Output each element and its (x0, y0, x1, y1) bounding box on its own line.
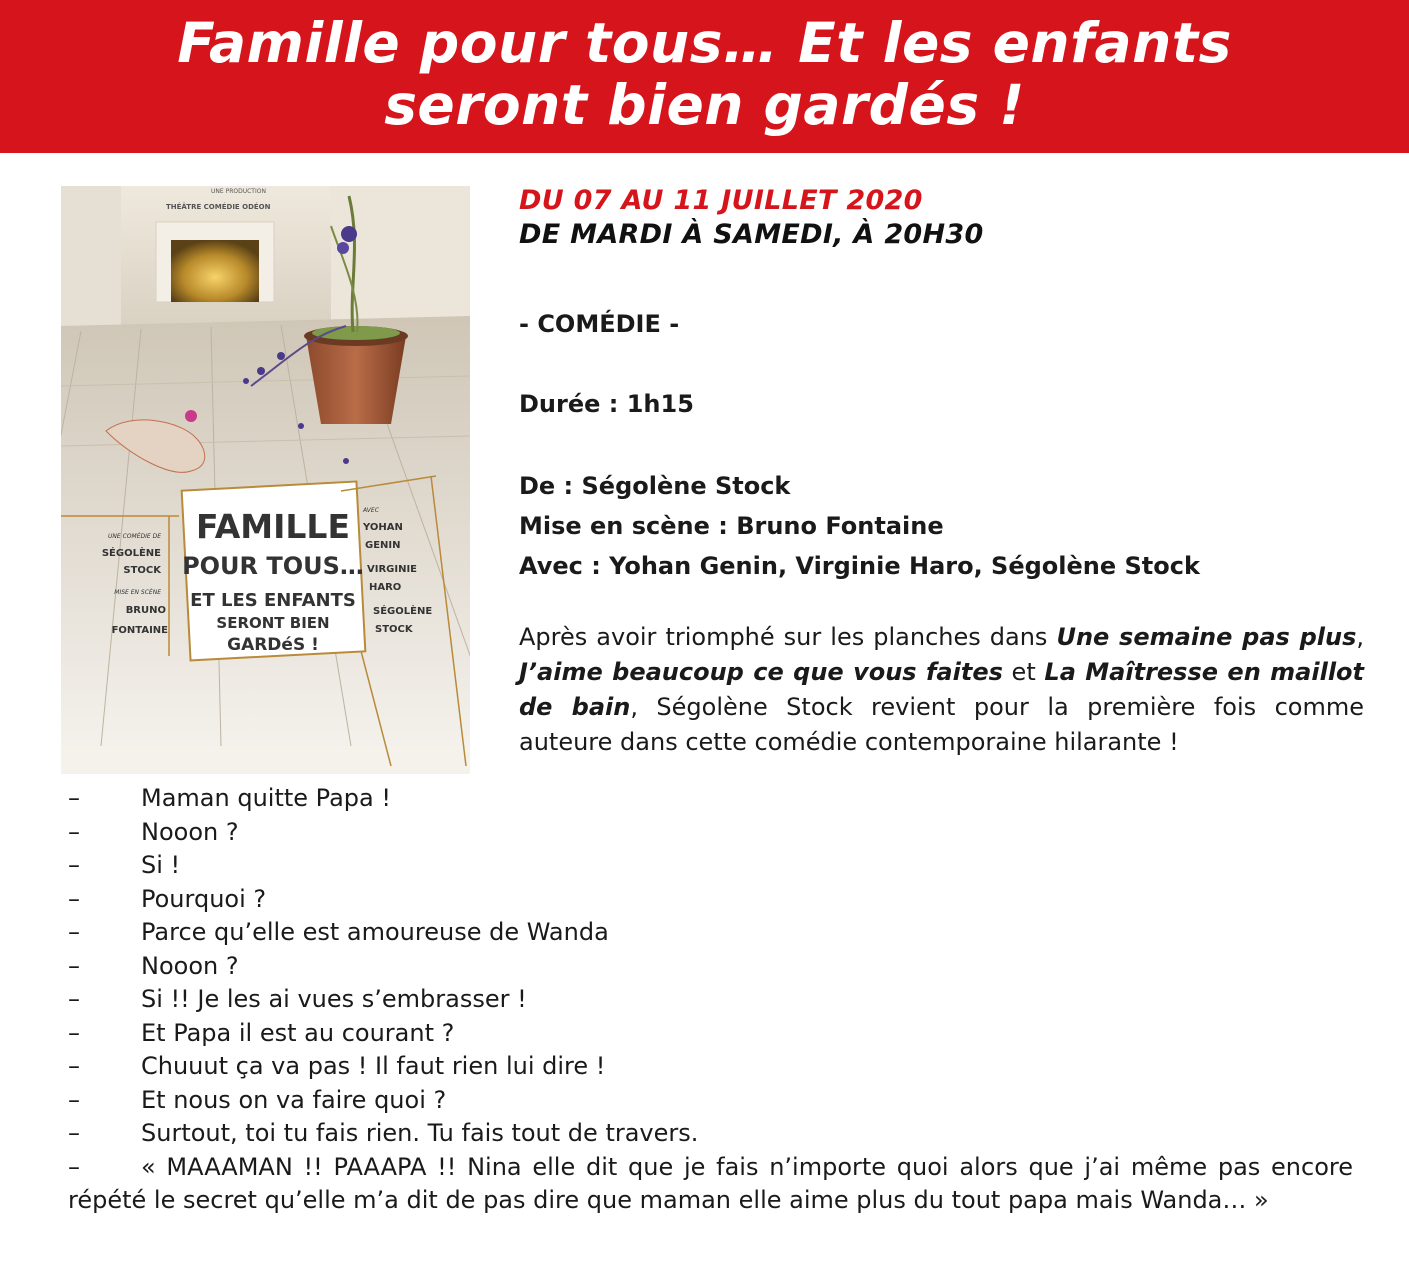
dialogue-line: – Chuuut ça va pas ! Il faut rien lui dire ! (68, 1052, 606, 1080)
svg-text:AVEC: AVEC (363, 507, 379, 514)
dialogue-line: – Nooon ? (68, 817, 239, 846)
poster-illustration (61, 186, 470, 774)
dialogue-line: – Et Papa il est au courant ? (68, 1018, 455, 1047)
synopsis: Après avoir triomphé sur les planches dans Une semaine pas plus, J’aime beaucoup ce que vous faites et La Maîtresse en maillot de bain, Ségolène Stock revient pour la première fois comme auteure dans cette comédie contemporaine hilarante ! (519, 623, 1365, 756)
title-banner (0, 0, 1409, 153)
title-line-1: Famille pour tous… Et les enfants (177, 11, 1232, 75)
credit-director: Mise en scène : Bruno Fontaine (519, 512, 944, 540)
svg-text:MISE EN SCÈNE: MISE EN SCÈNE (114, 589, 161, 596)
svg-text:BRUNO: BRUNO (125, 605, 166, 616)
show-info (519, 184, 1365, 756)
dialogue-line: – Parce qu’elle est amoureuse de Wanda (68, 918, 609, 946)
show-schedule: DE MARDI À SAMEDI, À 20H30 (519, 219, 984, 250)
svg-text:ET LES ENFANTS: ET LES ENFANTS (190, 590, 356, 611)
title-line-2: seront bien gardés ! (384, 73, 1025, 137)
show-dates: DU 07 AU 11 JUILLET 2020 (519, 185, 923, 216)
svg-text:FONTAINE: FONTAINE (111, 625, 168, 636)
svg-text:FAMILLE: FAMILLE (195, 507, 351, 546)
svg-text:YOHAN: YOHAN (363, 522, 403, 533)
dialogue-line: – Et nous on va faire quoi ? (68, 1085, 447, 1114)
page-title (0, 0, 1409, 136)
show-genre: - COMÉDIE - (519, 310, 680, 338)
dialogue-excerpt (68, 782, 1353, 1218)
dialogue-line: – Pourquoi ? (68, 884, 267, 913)
credit-author: De : Ségolène Stock (519, 472, 791, 500)
svg-text:SERONT BIEN: SERONT BIEN (216, 614, 330, 632)
svg-text:STOCK: STOCK (375, 624, 413, 635)
show-credits (519, 466, 1200, 586)
svg-text:STOCK: STOCK (123, 565, 161, 576)
svg-text:POUR TOUS…: POUR TOUS… (182, 552, 364, 580)
svg-text:SÉGOLÈNE: SÉGOLÈNE (101, 548, 161, 559)
poster-production-label: UNE PRODUCTION (211, 188, 266, 195)
credit-cast: Avec : Yohan Genin, Virginie Haro, Ségolène Stock (519, 552, 1200, 580)
svg-text:UNE COMÉDIE DE: UNE COMÉDIE DE (108, 533, 161, 540)
dialogue-line: – Si !! Je les ai vues s’embrasser ! (68, 985, 527, 1013)
dialogue-line-final: – « MAAAMAN !! PAAAPA !! Nina elle dit que je fais n’importe quoi alors que j’ai même pas encore répété le secret qu’elle m’a dit de pas dire que maman elle aime plus du tout papa mais Wanda… » (68, 1152, 1353, 1214)
svg-text:SÉGOLÈNE: SÉGOLÈNE (373, 606, 433, 617)
dialogue-line: – Si ! (68, 851, 181, 879)
svg-text:HARO: HARO (369, 582, 402, 593)
poster-production-name: THÉÂTRE COMÉDIE ODÉON (166, 203, 271, 211)
work-title: J’aime beaucoup ce que vous faites (519, 658, 1003, 686)
svg-text:GARDéS !: GARDéS ! (227, 635, 319, 655)
dialogue-line: – Surtout, toi tu fais rien. Tu fais tout de travers. (68, 1119, 699, 1147)
work-title: La Maîtresse en maillot de bain (519, 658, 1365, 721)
show-poster (61, 186, 470, 774)
svg-text:VIRGINIE: VIRGINIE (367, 564, 418, 575)
show-duration: Durée : 1h15 (519, 390, 694, 418)
dialogue-line: – Nooon ? (68, 951, 239, 980)
dialogue-line: – Maman quitte Papa ! (68, 784, 391, 812)
svg-text:GENIN: GENIN (365, 540, 401, 551)
work-title: Une semaine pas plus (1056, 623, 1357, 651)
